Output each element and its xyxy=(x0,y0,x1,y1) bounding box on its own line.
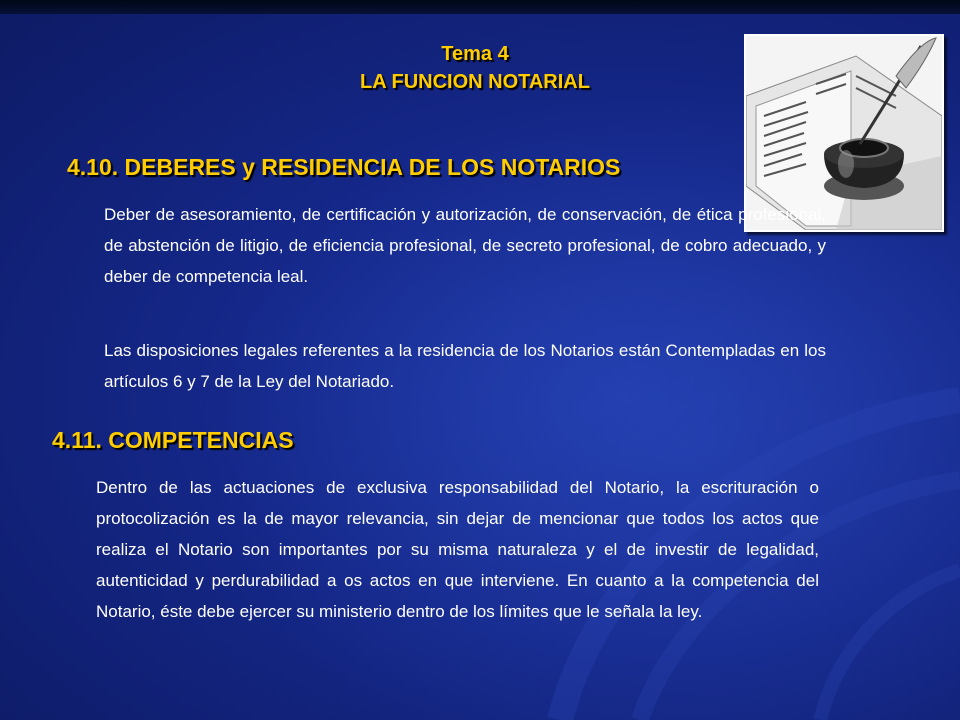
topic-title: LA FUNCION NOTARIAL xyxy=(360,71,590,93)
section-heading-competencias: 4.11. COMPETENCIAS xyxy=(52,427,294,453)
paragraph-competencias: Dentro de las actuaciones de exclusiva responsabilidad del Notario, la escrituración o protocolización es la de mayor relevancia, sin dejar de mencionar que todos los actos que realiza el Notario son importantes por su misma naturaleza y el de investir de legalidad, autenticidad y perdurabilidad a os actos en que interviene. En cuanto a la competencia del Notario, éste debe ejercer su ministerio dentro de los límites que le señala la ley. xyxy=(96,478,819,621)
section-heading-deberes: 4.10. DEBERES y RESIDENCIA DE LOS NOTARIOS xyxy=(67,154,621,180)
topic-number: Tema 4 xyxy=(441,43,509,65)
paragraph-residencia: Las disposiciones legales referentes a la residencia de los Notarios están Contempladas en los artículos 6 y 7 de la Ley del Notariado. xyxy=(104,341,826,391)
topic-header xyxy=(300,40,650,96)
paragraph-deberes: Deber de asesoramiento, de certificación y autorización, de conservación, de ética profesional, de abstención de litigio, de eficiencia profesional, de secreto profesional, de cobro adecuado, y deber de competencia leal. xyxy=(104,205,826,286)
